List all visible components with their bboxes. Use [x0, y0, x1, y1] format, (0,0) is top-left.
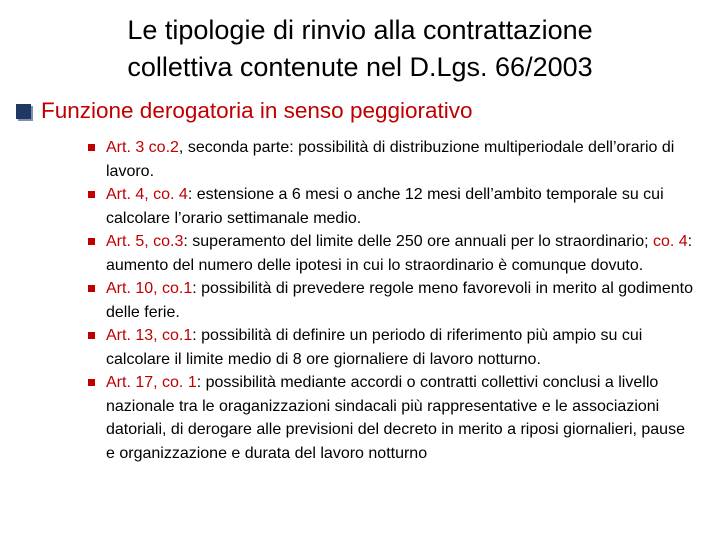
item-text: : possibilità di definire un periodo di riferimento più ampio su cui calcolare il limite medio di 8 ore giornaliere di lavoro notturno. — [106, 327, 643, 368]
article-reference: Art. 4, co. 4 — [106, 186, 188, 203]
article-reference: Art. 10, co.1 — [106, 280, 193, 297]
article-reference: Art. 13, co.1 — [106, 327, 193, 344]
article-reference-secondary: co. 4 — [652, 233, 688, 250]
square-bullet-icon — [88, 238, 95, 245]
item-text: : possibilità di prevedere regole meno favorevoli in merito al godimento delle ferie. — [106, 280, 693, 321]
list-item — [88, 136, 698, 183]
square-bullet-icon — [88, 379, 95, 386]
bullet-list — [88, 136, 698, 465]
square-bullet-icon — [88, 332, 95, 339]
square-bullet-icon — [88, 285, 95, 292]
item-text: : possibilità mediante accordi o contratti collettivi conclusi a livello nazionale tra le oraganizzazioni sindacali più rappresentative e le associazioni datoriali, di derogare alle previsioni del decreto in merito a riposi giornalieri, pause e organizzazione e durata del lavoro notturno — [106, 374, 685, 462]
article-reference: Art. 3 co.2 — [106, 139, 179, 156]
item-text: , seconda parte: possibilità di distribuzione multiperiodale dell’orario di lavoro. — [106, 139, 675, 180]
section-heading — [12, 96, 702, 126]
list-item — [88, 371, 698, 465]
title-line-2: collettiva contenute nel D.Lgs. 66/2003 — [127, 52, 593, 82]
square-bullet-icon — [88, 191, 95, 198]
list-item — [88, 183, 698, 230]
section-heading-text: Funzione derogatoria in senso peggiorativo — [41, 98, 473, 123]
list-item — [88, 277, 698, 324]
item-text: : superamento del limite delle 250 ore annuali per lo straordinario; — [183, 233, 653, 250]
square-bullet-icon — [16, 104, 31, 119]
item-text-secondary: : aumento del numero delle ipotesi in cui lo straordinario è comunque dovuto. — [106, 233, 693, 274]
title-line-1: Le tipologie di rinvio alla contrattazione — [127, 15, 593, 45]
article-reference: Art. 17, co. 1 — [106, 374, 197, 391]
list-item — [88, 324, 698, 371]
slide-title — [40, 12, 680, 86]
article-reference: Art. 5, co.3 — [106, 233, 184, 250]
list-item — [88, 230, 698, 277]
square-bullet-icon — [88, 144, 95, 151]
item-text: : estensione a 6 mesi o anche 12 mesi dell’ambito temporale su cui calcolare l’orario settimanale medio. — [106, 186, 664, 227]
